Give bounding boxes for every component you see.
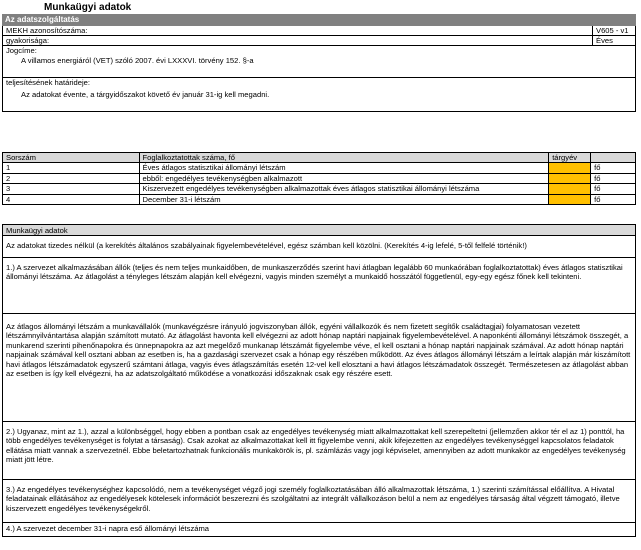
deadline-label: teljesítésének határideje: [6,78,91,87]
note-3: 3.) Az engedélyes tevékenységhez kapcsolódó, nem a tevékenységet végző jogi személy foglalkoztatásában álló alkalmazottak létszáma, 1.) szerinti számítással előállítva. A Hivatal feladatainak ellátásához az engedélyesek kötelesek információt beszerezni és szolgáltatni az integrált vállalkozáson belül a nem az engedélyes társaság által végzett támogató, illetve kiszervezett engedélyes tevékenységekről. [2,480,636,523]
notes-section [2,224,636,537]
header-unit [591,153,636,163]
legal-value-row [2,56,636,78]
note-rounding: Az adatokat tizedes nélkül (a kerekítés általános szabályainak figyelembevételével, egész számban kell közölni. (Kerekítés 4-ig lefelé, 5-től felfelé történik!) [2,236,636,258]
frequency-row [2,36,636,46]
legal-label-row [2,46,636,56]
legal-value: A villamos energiáról (VET) szóló 2007. évi LXXXVI. törvény 152. §-a [21,56,254,65]
input-cell[interactable] [549,163,591,173]
table-row [3,194,636,204]
submission-info [2,14,636,112]
row-unit: fő [591,184,636,194]
row-number: 2 [3,173,140,183]
page-title: Munkaügyi adatok [44,2,132,13]
row-label: Kiszervezett engedélyes tevékenységben alkalmazottak éves átlagos statisztikai állományi létszáma [139,184,549,194]
row-label: December 31-i létszám [139,194,549,204]
table-row [3,163,636,173]
input-cell[interactable] [549,184,591,194]
row-number: 1 [3,163,140,173]
row-label: ebből: engedélyes tevékenységben alkalmazott [139,173,549,183]
frequency-value: Éves [592,36,637,45]
mekh-value: V605 - v1 [592,26,637,35]
row-label: Éves átlagos statisztikai állományi létszám [139,163,549,173]
row-unit: fő [591,163,636,173]
input-cell[interactable] [549,173,591,183]
info-band: Az adatszolgáltatás [2,14,636,26]
table-header-row [3,153,636,163]
table-row [3,184,636,194]
deadline-value: Az adatokat évente, a tárgyidőszakot követő év január 31-ig kell megadni. [21,90,270,99]
legal-label: Jogcíme: [6,46,37,55]
row-unit: fő [591,194,636,204]
row-number: 3 [3,184,140,194]
header-year: tárgyév [549,153,591,163]
mekh-label: MEKH azonosítószáma: [6,26,88,35]
notes-band: Munkaügyi adatok [2,224,636,236]
note-averaging: Az átlagos állományi létszám a munkavállalók (munkavégzésre irányuló jogviszonyban állók, egyéni vállalkozók és nem fizetett segítők családtagjai) folyamatosan vezetett létszámnyilvántartása alapján számított mutató. Az átlagolást havonta kell elvégezni az adott hónap naptári napjainak figyelembevételével. A naponkénti állományi létszámok összegét, a munkarend szerinti pihenőnapokra és ünnepnapokra az azt megelőző munkanap létszámát figyelembe véve, el kell osztani a hónap naptári napjainak számával. Az adott hónap naptári napjainak számával kell osztani abban az esetben is, ha a gazdasági szervezet csak a hónap egy részében működött. Az éves átlagos állományi létszám a leírtak alapján már kiszámított havi átlagos létszámadatok egyszerű számtani átlaga, vagyis éves átlagszámítás esetén 12-vel kell elosztani a havi átlagos létszámadatok összegét. Természetesen az átlagolást abban az esetben is így kell elvégezni, ha az adatszolgáltató működése a vonatkozási időszaknak csak egy részére esett. [2,314,636,422]
mekh-row [2,26,636,36]
table-row [3,173,636,183]
headcount-table [2,152,636,205]
deadline-label-row [2,78,636,88]
note-4: 4.) A szervezet december 31-i napra eső állományi létszáma [2,523,636,537]
note-2: 2.) Ugyanaz, mint az 1.), azzal a különbséggel, hogy ebben a pontban csak az engedélyes tevékenység miatt alkalmazottakat kell szerepeltetni (jellemzően akkor tér el az 1) ponttól, ha több engedélyes tevékenységet is folytat a társaság). Csak azokat az alkalmazottakat kell itt figyelembe venni, akik kifejezetten az engedélyes tevékenységgel kapcsolatos feladatok ellátása miatt vannak a szervezetnél. Ebbe beletartozhatnak funkcionális munkakörök is, pl. számlázás vagy jogi képviselet, amennyiben az adott munkakör az engedélyes tevékenység miatt jött létre. [2,422,636,480]
input-cell[interactable] [549,194,591,204]
deadline-value-row [2,88,636,112]
note-1: 1.) A szervezet alkalmazásában állók (teljes és nem teljes munkaidőben, de munkaszerződés szerint havi átlagban legalább 60 munkaórában foglalkoztatottak) éves átlagos statisztikai állományi létszáma. Az átlagolást a tényleges létszám alapján kell elvégezni, vagyis minden személyt a munkaidő hosszától függetlenül, egy-egy egész főnek kell tekinteni. [2,258,636,314]
row-unit: fő [591,173,636,183]
header-employees: Foglalkoztatottak száma, fő [139,153,549,163]
header-number: Sorszám [3,153,140,163]
row-number: 4 [3,194,140,204]
frequency-label: gyakorisága: [6,36,50,45]
